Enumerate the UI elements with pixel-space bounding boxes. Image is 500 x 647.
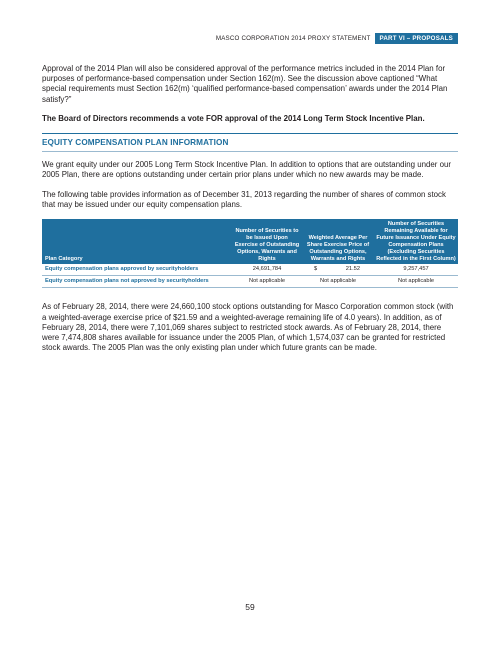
row-remaining: Not applicable xyxy=(374,276,458,288)
closing-paragraph: As of February 28, 2014, there were 24,660,100 stock options outstanding for Masco Corporation common stock (with a weighted-average exercise price of $21.59 and a weighted-average remaining life of 4.0 years). In addition, as of February 28, 2014, there were 7,101,069 shares subject to restricted stock awards. As of February 28, 2014, there were 7,474,808 shares available for issuance under the 2005 Plan, of which 1,574,037 can be granted for restricted stock awards. The 2005 Plan was the only existing plan under which future grants can be made. xyxy=(42,302,454,353)
header-weighted-average-price: Weighted Average Per Share Exercise Price of Outstanding Options, Warrants and Rights xyxy=(302,219,374,264)
table-row xyxy=(42,276,458,288)
section-divider-bottom xyxy=(42,151,458,152)
header-title: MASCO CORPORATION 2014 PROXY STATEMENT xyxy=(215,35,371,42)
board-recommendation: The Board of Directors recommends a vote FOR approval of the 2014 Long Term Stock Incentive Plan. xyxy=(42,113,425,123)
page-number: 59 xyxy=(245,602,255,612)
row-securities: Not applicable xyxy=(232,276,302,288)
section-badge: PART VI – PROPOSALS xyxy=(375,33,458,44)
row-plan-category: Equity compensation plans not approved by securityholders xyxy=(42,276,232,288)
intro-paragraph: Approval of the 2014 Plan will also be considered approval of the performance metrics included in the 2014 Plan for purposes of performance-based compensation under Section 162(m). See the discussion above captioned “What special requirements must Section 162(m) ‘qualified performance-based compensation’ awards under the 2014 Plan satisfy?” xyxy=(42,64,448,104)
header-plan-category: Plan Category xyxy=(42,219,232,264)
row-price: 21.52 xyxy=(345,266,360,273)
section-title: EQUITY COMPENSATION PLAN INFORMATION xyxy=(42,138,229,148)
equity-plan-table xyxy=(42,219,458,288)
table-row xyxy=(42,264,458,276)
row-price-cell xyxy=(302,264,374,276)
row-price-symbol: $ xyxy=(314,266,318,273)
section-paragraph-1: We grant equity under our 2005 Long Term Stock Incentive Plan. In addition to options that are outstanding under our 2005 Plan, there are options outstanding under certain prior plans under which no new awards may be made. xyxy=(42,160,451,180)
page-header xyxy=(216,33,458,44)
row-remaining: 9,257,457 xyxy=(374,264,458,276)
table-header-row xyxy=(42,219,458,264)
row-plan-category: Equity compensation plans approved by securityholders xyxy=(42,264,232,276)
page-content xyxy=(42,64,458,362)
header-securities-remaining: Number of Securities Remaining Available for Future Issuance Under Equity Compensation Plans (Excluding Securities Reflected in the First Column) xyxy=(374,219,458,264)
section-paragraph-2: The following table provides information as of December 31, 2013 regarding the number of shares of common stock that may be issued under our equity compensation plans. xyxy=(42,189,446,209)
section-divider-top xyxy=(42,133,458,134)
header-securities-to-issue: Number of Securities to be Issued Upon Exercise of Outstanding Options, Warrants and Rights xyxy=(232,219,302,264)
row-price: Not applicable xyxy=(302,276,374,288)
row-securities: 24,691,784 xyxy=(232,264,302,276)
